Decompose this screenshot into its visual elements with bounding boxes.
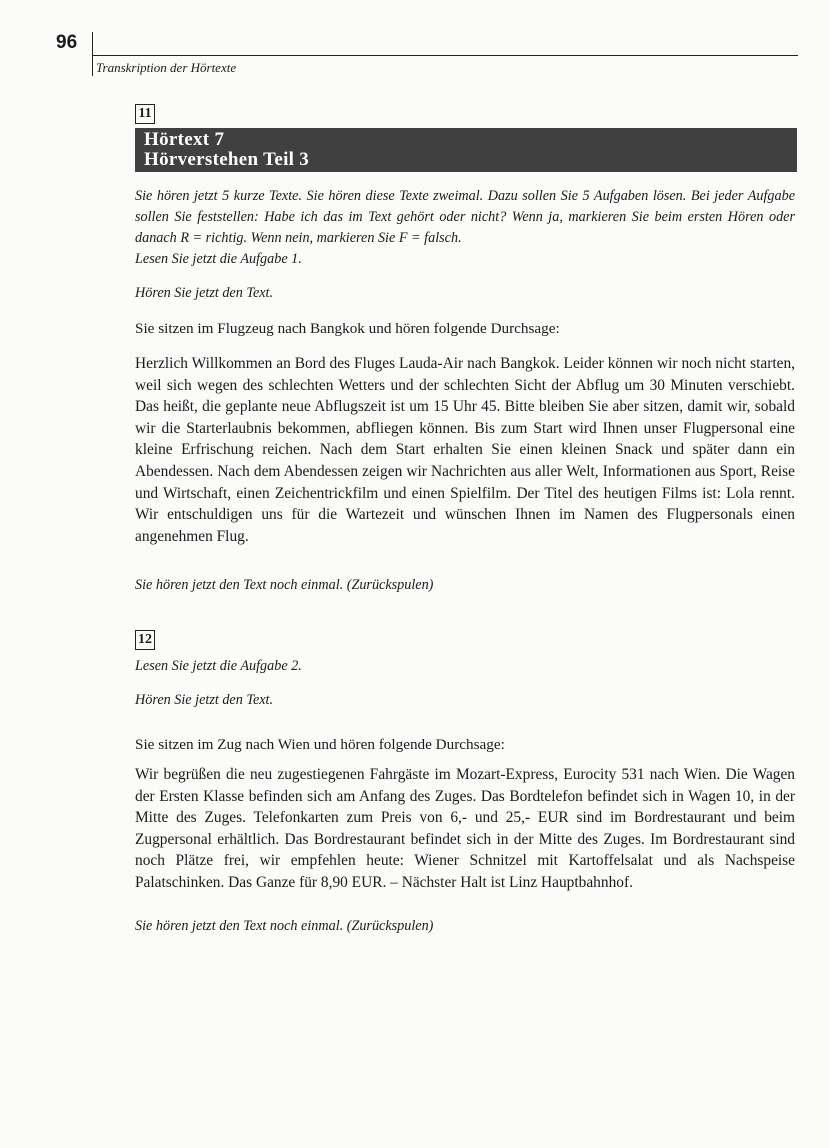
read-task-2: Lesen Sie jetzt die Aufgabe 2. — [135, 658, 302, 674]
header-horizontal-rule — [92, 55, 798, 56]
section-number-12: 12 — [135, 630, 155, 650]
announcement-text-2: Wir begrüßen die neu zugestiegenen Fahrgäste im Mozart-Express, Eurocity 531 nach Wien. Die Wagen der Ersten Klasse befinden sich am Anfang des Zuges. Das Bordtelefon befindet sich in Wagen 10, in der Mitte des Zuges. Telefonkarten zum Preis von 6,- und 25,- EUR sind im Bordrestaurant und beim Zugpersonal erhältlich. Das Bordrestaurant befindet sich in der Mitte des Zuges. Im Bordrestaurant sind noch Plätze frei, wir empfehlen heute: Wiener Schnitzel mit Kartoffelsalat und als Nachspeise Palatschinken. Das Ganze für 8,90 EUR. – Nächster Halt ist Linz Hauptbahnhof. — [135, 766, 795, 891]
situation-text-1: Sie sitzen im Flugzeug nach Bangkok und hören folgende Durchsage: — [135, 320, 560, 337]
repeat-prompt-1: Sie hören jetzt den Text noch einmal. (Zurückspulen) — [135, 577, 434, 593]
header-vertical-rule — [92, 32, 93, 76]
instructions-text: Sie hören jetzt 5 kurze Texte. Sie hören diese Texte zweimal. Dazu sollen Sie 5 Aufgaben lösen. Bei jeder Aufgabe sollen Sie feststellen: Habe ich das im Text gehört oder nicht? Wenn ja, markieren Sie beim ersten Hören oder danach R = richtig. Wenn nein, markieren Sie F = falsch. — [135, 188, 795, 246]
read-task-1: Lesen Sie jetzt die Aufgabe 1. — [135, 251, 302, 267]
section-title: Hörtext 7 — [144, 129, 225, 150]
repeat-prompt-2: Sie hören jetzt den Text noch einmal. (Zurückspulen) — [135, 918, 434, 934]
listen-prompt-1: Hören Sie jetzt den Text. — [135, 285, 274, 301]
section-number-11: 11 — [135, 104, 155, 124]
section-subtitle: Hörverstehen Teil 3 — [144, 149, 310, 170]
listen-prompt-2: Hören Sie jetzt den Text. — [135, 692, 274, 708]
situation-text-2: Sie sitzen im Zug nach Wien und hören folgende Durchsage: — [135, 736, 505, 753]
announcement-text-1: Herzlich Willkommen an Bord des Fluges Lauda-Air nach Bangkok. Leider können wir noch nicht starten, weil sich wegen des schlechten Wetters und der schlechten Sicht der Abflug um 30 Minuten verschiebt. Das heißt, die geplante neue Abflugszeit ist um 15 Uhr 45. Bitte bleiben Sie aber sitzen, damit wir, sobald wir die Starterlaubnis bekommen, abfliegen können. Bis zum Start wird Ihnen unser Flugpersonal eine kleine Erfrischung reichen. Nach dem Start erhalten Sie einen kleinen Snack und später dann ein Abendessen. Nach dem Abendessen zeigen wir Nachrichten aus aller Welt, Informationen aus Sport, Reise und Wirtschaft, einen Zeichentrickfilm und einen Spielfilm. Der Titel des heutigen Films ist: Lola rennt. Wir entschuldigen uns für die Wartezeit und wünschen Ihnen im Namen des Flugpersonals einen angenehmen Flug. — [135, 355, 795, 545]
running-title: Transkription der Hörtexte — [96, 60, 237, 75]
section-title-banner — [135, 128, 797, 172]
page-header — [56, 30, 798, 80]
page-number: 96 — [56, 32, 78, 53]
